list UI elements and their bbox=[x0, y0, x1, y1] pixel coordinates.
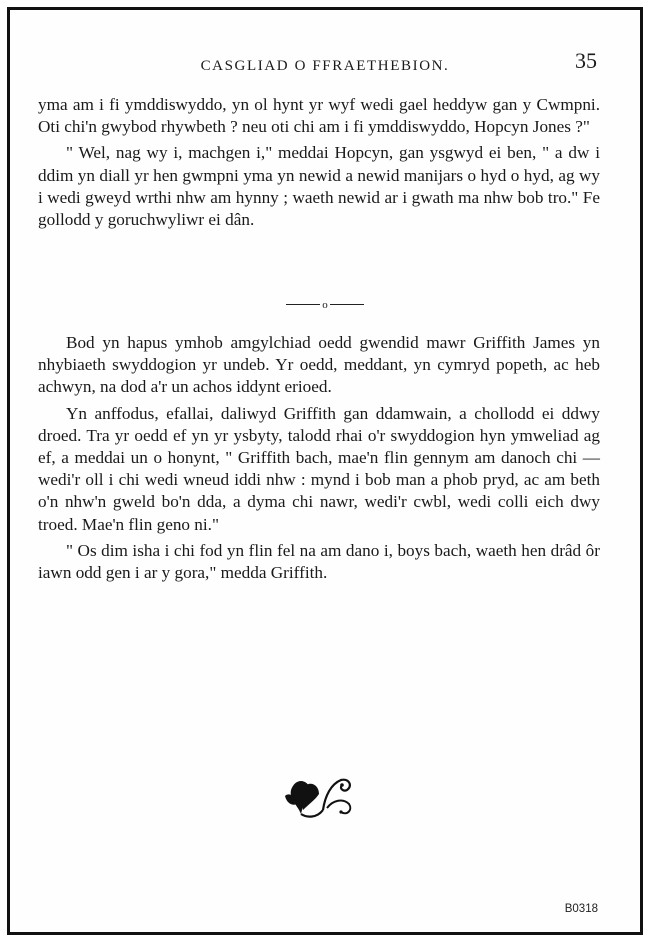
text-block-continuation bbox=[38, 94, 600, 235]
paragraph: yma am i fi ymddiswyddo, yn ol hynt yr wyf wedi gael heddyw gan y Cwmpni. Oti chi'n gwybod rhywbeth ? neu oti chi am i fi ymddiswyddo, Hopcyn Jones ?" bbox=[38, 95, 600, 137]
page-title: CASGLIAD O FFRAETHEBION. bbox=[200, 58, 450, 74]
paragraph: Yn anffodus, efallai, daliwyd Griffith gan ddamwain, a chollodd ei ddwy droed. Tra yr oedd ef yn yr ysbyty, talodd rhai o'r swyddogion hyn ymweliad ag ef, a meddai un o honynt, " Griffith bach, mae'n flin gennym am danoch chi — wedi'r oll i chi wedi wneud iddi nhw : mynd i bob man a phob pryd, ac am beth o'n nhw'n gweld bo'n dda, a dyma chi nawr, wedi'r cwbl, wedi colli eich dwy troed. Mae'n flin geno ni." bbox=[38, 403, 600, 534]
section-divider bbox=[10, 297, 640, 313]
floral-vignette-icon bbox=[281, 770, 361, 822]
divider-mark: o bbox=[322, 298, 328, 311]
divider-rule-right bbox=[330, 304, 364, 305]
paragraph: Bod yn hapus ymhob amgylchiad oedd gwendid mawr Griffith James yn nhybiaeth swyddogion yr undeb. Yr oedd, meddant, yn cymryd popeth, ac heb achwyn, na dod a'r un achos iddynt erioed. bbox=[38, 333, 600, 397]
book-page bbox=[7, 7, 643, 935]
text-block-anecdote bbox=[38, 332, 600, 588]
page-number: 35 bbox=[575, 48, 597, 73]
running-header bbox=[10, 48, 640, 78]
catalog-id: B0318 bbox=[564, 903, 598, 915]
paragraph: " Wel, nag wy i, machgen i," meddai Hopcyn, gan ysgwyd ei ben, " a dw i ddim yn diall yr hen gwmpni yma yn newid a newid manijars o hyd o hyd, ag wy i wedi gweyd wrthi nhw am hynny ; waeth newid ar i gwath ma nhw bob tro." Fe gollodd y goruchwyliwr ei dân. bbox=[38, 143, 600, 230]
divider-rule-left bbox=[286, 304, 320, 305]
paragraph: " Os dim isha i chi fod yn flin fel na am dano i, boys bach, waeth hen drâd ôr iawn odd gen i ar y gora," medda Griffith. bbox=[38, 540, 600, 583]
